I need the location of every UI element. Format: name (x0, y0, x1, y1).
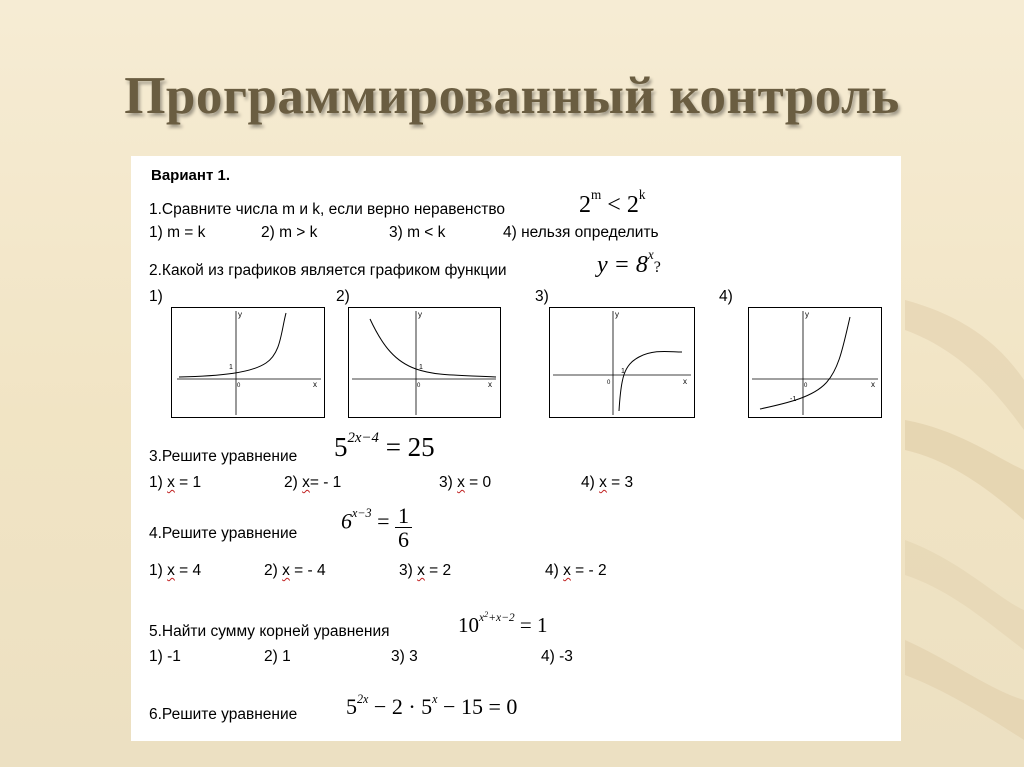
q3-option-1-var: x (167, 474, 175, 491)
q4-option-3-rest: = 2 (424, 562, 452, 579)
graph-4-x-label: x (871, 380, 875, 389)
q1-option-2: 2) m > k (261, 224, 318, 241)
q4-option-2-rest: = - 4 (289, 562, 326, 579)
q5-exp (479, 612, 515, 624)
q4-option-3 (399, 562, 451, 580)
q4-formula (341, 500, 412, 553)
q1-base1: 2 (579, 192, 591, 218)
q3-option-2-var: x (302, 474, 310, 491)
graph-option-4 (748, 307, 883, 419)
graph-2-x-label: x (488, 380, 492, 389)
q2-qmark: ? (653, 259, 661, 276)
q3-option-1 (149, 474, 201, 492)
q1-exp2: k (638, 187, 646, 203)
graph-2-one: 1 (419, 364, 423, 371)
graph-1-x-label: x (313, 380, 317, 389)
q5-option-1: 1) -1 (149, 648, 181, 665)
q3-option-3-num: 3) (439, 474, 453, 491)
q5-formula (458, 610, 548, 638)
graph-3-x-label: x (683, 377, 687, 386)
q4-fraction-den: 6 (398, 527, 409, 553)
q1-option-1: 1) m = k (149, 224, 206, 241)
q4-eq: = (371, 508, 395, 534)
q3-option-3-var: x (457, 474, 465, 491)
graph-4-y-label: y (805, 310, 809, 319)
q4-option-1-var: x (167, 562, 175, 579)
q4-fraction (395, 504, 412, 551)
q1-text: 1.Сравните числа m и k, если верно неравенство (149, 201, 506, 218)
q3-option-4-var: x (599, 474, 607, 491)
q3-base: 5 (334, 432, 348, 462)
q6-text: 6.Решите уравнение (149, 706, 298, 723)
q1-option-3: 3) m < k (389, 224, 446, 241)
q3-option-1-rest: = 1 (174, 474, 202, 491)
q4-base: 6 (341, 508, 352, 534)
graph-2-origin: 0 (417, 383, 421, 389)
q2-exp: x (647, 247, 654, 263)
q1-exp1: m (591, 187, 602, 203)
graph-1-y-label: y (238, 310, 242, 319)
q4-text: 4.Решите уравнение (149, 525, 298, 542)
graph-3-y-label: y (615, 310, 619, 319)
q4-fraction-num: 1 (395, 504, 412, 528)
q4-option-4-var: x (563, 562, 571, 579)
q2-option-1-label: 1) (149, 288, 163, 305)
q1-relation: < (601, 192, 627, 218)
q3-option-2-rest: = - 1 (309, 474, 342, 491)
q2-text: 2.Какой из графиков является графиком функции (149, 262, 507, 279)
q4-option-2 (264, 562, 326, 580)
q4-option-2-var: x (282, 562, 290, 579)
q5-text: 5.Найти сумму корней уравнения (149, 623, 390, 640)
q3-option-2 (284, 474, 341, 492)
worksheet-image (131, 156, 901, 741)
q4-option-1-rest: = 4 (174, 562, 202, 579)
q5-rhs: = 1 (514, 613, 548, 637)
graph-option-1 (171, 307, 326, 419)
q3-option-4 (581, 474, 633, 492)
q3-exp: 2x−4 (347, 429, 379, 446)
variant-heading: Вариант 1. (151, 167, 230, 184)
q3-option-2-num: 2) (284, 474, 298, 491)
q2-formula (597, 247, 661, 279)
graph-2-y-label: y (418, 310, 422, 319)
q6-c: − 15 = 0 (437, 694, 518, 719)
graph-option-3 (549, 307, 696, 419)
graph-1-origin: 0 (237, 383, 241, 389)
q2-option-4-label: 4) (719, 288, 733, 305)
graph-4-minus-one: -1 (790, 396, 797, 403)
q4-option-4 (545, 562, 607, 580)
q3-text: 3.Решите уравнение (149, 448, 298, 465)
q3-option-4-num: 4) (581, 474, 595, 491)
q3-option-1-num: 1) (149, 474, 163, 491)
q4-option-1 (149, 562, 201, 580)
graph-4-origin: 0 (804, 383, 808, 389)
q3-rhs: = 25 (378, 432, 435, 462)
q4-option-2-num: 2) (264, 562, 278, 579)
q2-option-2-label: 2) (336, 288, 350, 305)
q5-option-3: 3) 3 (391, 648, 418, 665)
q6-a: 5 (346, 694, 357, 719)
graph-option-2 (348, 307, 502, 419)
graph-3-origin: 0 (607, 380, 611, 386)
q4-option-4-num: 4) (545, 562, 559, 579)
q1-formula (579, 187, 646, 219)
q2-lhs: y = 8 (597, 252, 648, 278)
q3-option-3-rest: = 0 (464, 474, 492, 491)
q3-formula (334, 429, 435, 463)
q4-option-4-rest: = - 2 (570, 562, 607, 579)
q4-exp: x−3 (352, 506, 372, 521)
q6-a-exp: 2x (357, 691, 369, 706)
slide-title: Программированный контроль (124, 67, 900, 125)
q5-exp-pow: 2 (484, 610, 489, 619)
q4-option-3-var: x (417, 562, 425, 579)
q5-option-2: 2) 1 (264, 648, 291, 665)
q6-b-exp: x (432, 691, 438, 706)
q4-option-3-num: 3) (399, 562, 413, 579)
q4-option-1-num: 1) (149, 562, 163, 579)
graph-3-one: 1 (621, 368, 625, 375)
q6-b: − 2 · 5 (368, 694, 433, 719)
q5-base: 10 (458, 613, 479, 637)
q2-option-3-label: 3) (535, 288, 549, 305)
q5-exp-x: x (479, 612, 485, 625)
q3-option-4-rest: = 3 (606, 474, 634, 491)
graph-1-one: 1 (229, 364, 233, 371)
q1-option-4: 4) нельзя определить (503, 224, 659, 241)
q6-formula (346, 691, 518, 720)
q1-base2: 2 (626, 192, 639, 218)
q5-exp-rest: +x−2 (488, 612, 515, 625)
q5-option-4: 4) -3 (541, 648, 573, 665)
q3-option-3 (439, 474, 491, 492)
